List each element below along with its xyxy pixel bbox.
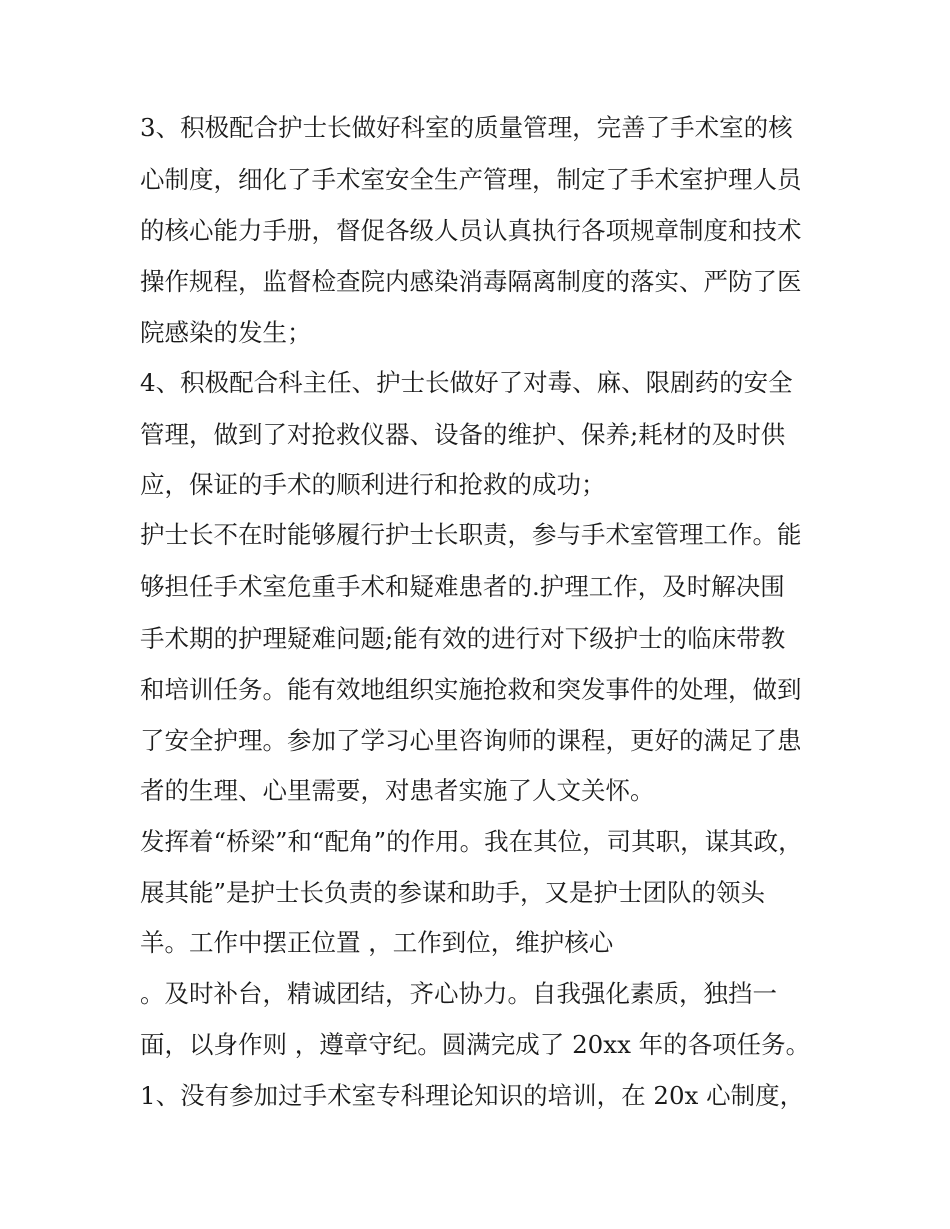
text-line-19: 面，以身作则 ，遵章守纪。圆满完成了 20xx 年的各项任务。 <box>140 1030 811 1059</box>
text-line-16: 展其能”是护士长负责的参谋和助手，又是护士团队的领头 <box>140 878 766 907</box>
text-line-17: 羊。工作中摆正位置 ，工作到位，维护核心 <box>140 928 614 957</box>
text-line-18: 。及时补台，精诚团结，齐心协力。自我强化素质，独挡一 <box>140 979 777 1008</box>
text-line-9: 护士长不在时能够履行护士长职责，参与手术室管理工作。能 <box>140 520 802 549</box>
text-line-11: 手术期的护理疑难问题;能有效的进行对下级护士的临床带教 <box>140 624 786 653</box>
text-line-20: 1、没有参加过手术室专科理论知识的培训，在 20x 心制度， <box>140 1081 805 1110</box>
text-line-15: 发挥着“桥梁”和“配角”的作用。我在其位，司其职，谋其政， <box>140 827 803 856</box>
text-line-10: 够担任手术室危重手术和疑难患者的.护理工作，及时解决围 <box>140 572 785 601</box>
text-line-8: 应，保证的手术的顺利进行和抢救的成功； <box>140 470 606 499</box>
text-line-5: 院感染的发生； <box>140 318 312 347</box>
text-line-1: 3、积极配合护士长做好科室的质量管理，完善了手术室的核 <box>140 113 793 142</box>
text-line-3: 的核心能力手册，督促各级人员认真执行各项规章制度和技术 <box>140 216 802 245</box>
text-line-12: 和培训任务。能有效地组织实施抢救和突发事件的处理，做到 <box>140 675 802 704</box>
text-line-6: 4、积极配合科主任、护士长做好了对毒、麻、限剧药的安全 <box>140 368 793 397</box>
text-line-4: 操作规程，监督检查院内感染消毒隔离制度的落实、严防了医 <box>140 267 802 296</box>
text-line-14: 者的生理、心里需要，对患者实施了人文关怀。 <box>140 776 655 805</box>
text-line-2: 心制度，细化了手术室安全生产管理，制定了手术室护理人员 <box>140 165 802 194</box>
text-line-13: 了安全护理。参加了学习心里咨询师的课程，更好的满足了患 <box>140 726 802 755</box>
text-line-7: 管理，做到了对抢救仪器、设备的维护、保养;耗材的及时供 <box>140 420 786 449</box>
